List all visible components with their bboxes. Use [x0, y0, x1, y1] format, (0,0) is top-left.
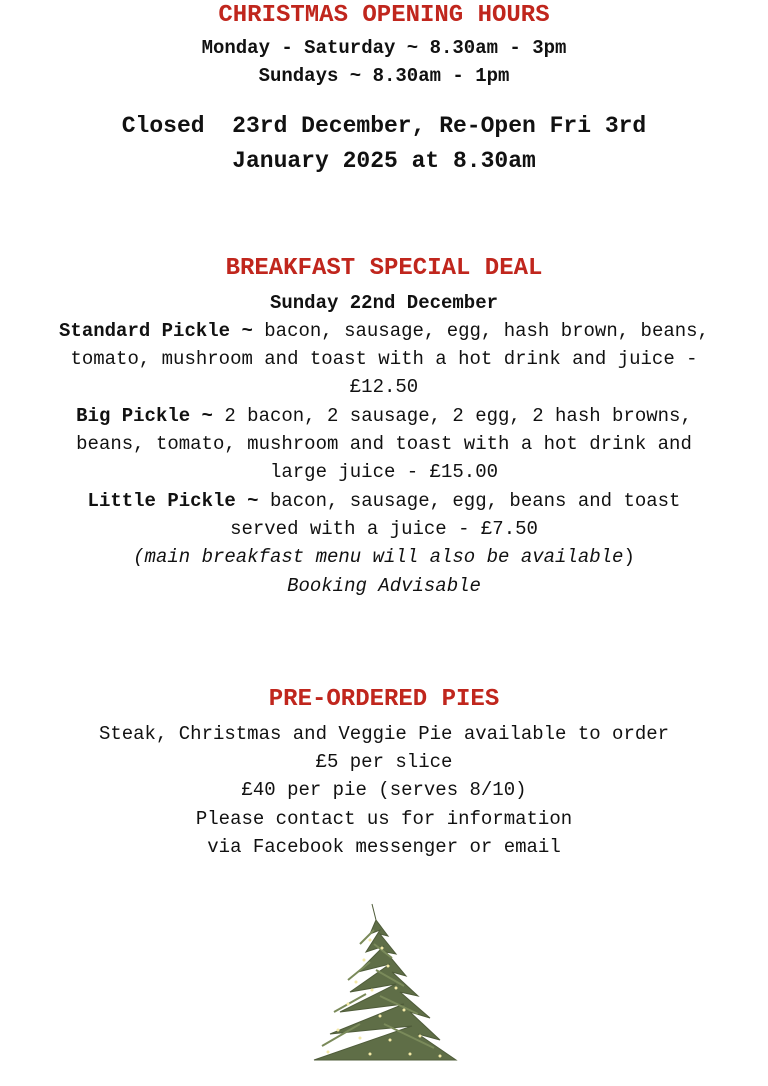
pies-line-5: via Facebook messenger or email: [207, 836, 561, 859]
pies-line-4: Please contact us for information: [195, 807, 573, 830]
weekday-hours: Monday - Saturday ~ 8.30am - 3pm: [201, 37, 567, 59]
item-name: Little Pickle ~: [87, 489, 259, 512]
closed-notice-line1: Closed 23rd December, Re-Open Fri 3rd: [121, 112, 647, 139]
pies-line-2: £5 per slice: [315, 751, 453, 774]
christmas-tree-icon: [300, 900, 470, 1062]
pies-line-1: Steak, Christmas and Veggie Pie available to order: [98, 722, 670, 745]
pre-ordered-pies-title: PRE-ORDERED PIES: [268, 685, 500, 713]
booking-advisable: Booking Advisable: [287, 574, 481, 597]
item-description: bacon, sausage, egg, beans and toast served with a juice - £7.50: [230, 489, 681, 540]
opening-hours-title: CHRISTMAS OPENING HOURS: [218, 2, 550, 29]
main-menu-note: (main breakfast menu will also be available): [133, 546, 635, 569]
menu-item-little-pickle: [74, 487, 694, 544]
menu-item-big-pickle: [59, 402, 709, 487]
item-name: Standard Pickle ~: [59, 319, 253, 342]
menu-item-standard-pickle: [59, 317, 709, 402]
item-name: Big Pickle ~: [76, 404, 213, 427]
breakfast-special-title: BREAKFAST SPECIAL DEAL: [225, 254, 543, 282]
pies-line-3: £40 per pie (serves 8/10): [241, 779, 527, 802]
breakfast-date: Sunday 22nd December: [269, 291, 499, 314]
sunday-hours: Sundays ~ 8.30am - 1pm: [258, 65, 510, 88]
item-description: 2 bacon, 2 sausage, 2 egg, 2 hash browns, beans, tomato, mushroom and toast with a hot drink and large juice - £15.00: [76, 404, 692, 484]
item-description: bacon, sausage, egg, hash brown, beans, tomato, mushroom and toast with a hot drink and juice - £12.50: [70, 319, 709, 399]
closed-notice-line2: January 2025 at 8.30am: [232, 147, 536, 174]
